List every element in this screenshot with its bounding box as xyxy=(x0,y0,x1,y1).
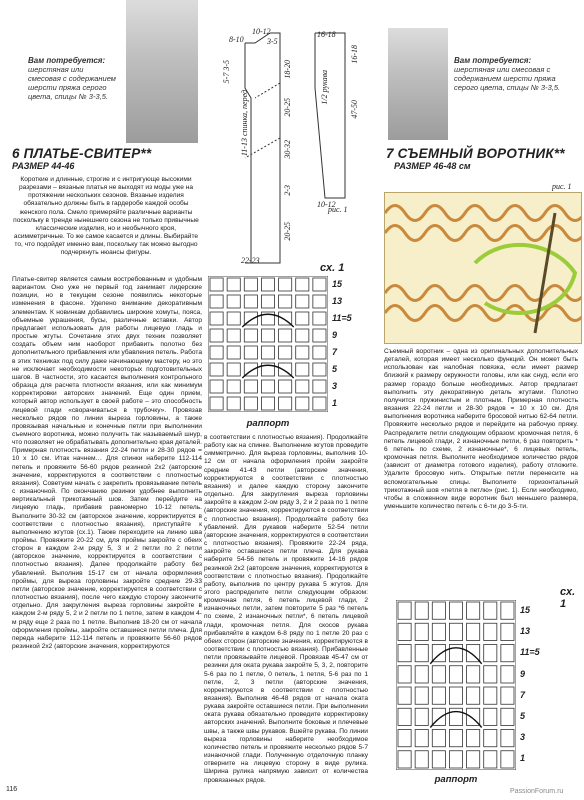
page-number: 116 xyxy=(6,786,18,793)
row-r-11 xyxy=(520,642,540,663)
row-r-5: 5 xyxy=(520,711,526,722)
dress-title: 6 ПЛАТЬЕ-СВИТЕР** xyxy=(12,146,152,161)
collar-size: РАЗМЕР 46-48 см xyxy=(394,161,471,171)
collar-photo xyxy=(388,28,448,140)
figure-label-right: рис. 1 xyxy=(552,182,572,191)
chart-left xyxy=(208,276,328,412)
row-3: 3 xyxy=(332,381,338,391)
chart-left-rows xyxy=(332,276,352,412)
dim-top-left: 8-10 xyxy=(229,35,244,44)
body-text-right: Съемный воротник – одна из оригинальных дополнительных деталей, которая имеет несколько функций. Он может быть использован как налобная повязка, если имеет размер близкий к размеру окружности головы, или как снуд, если его размер гораздо больше необходимых. Автор предлагает выполнить эту декоративную деталь жгутами. Полотно получится пружинистым и плотным. Примерная плотность вязания 22-24 петли и 28-30 рядов = 10 х 10 см. Для выполнения воротника наберите бросовой нитью 62-64 петли. Провяжите несколько рядов и перейдите на рабочую пряжу. Распределите петли следующим образом: кромочная петля, 6 петель лицевой глади, 2 изнаночные петли, 6 раз повторить * 6 петель по схеме, 2 изнаночные*, 6 лицевых петель, кромочная петля. Выполните необходимое количество рядов (зависит от диаметра готового изделия), работу отложите. Удалите бросовую нить. Открытые петли перенесите на вспомогательные спицы. Выполните горизонтальный трикотажный шов «петля в петлю» (рис. 1). Если необходимо, чтобы в сложенном виде воротник был меньшего размера, уменьшите количество петель с 6-ти до 3-5-ти. xyxy=(384,348,578,510)
row-r-9: 9 xyxy=(520,668,526,679)
chart-right-label: сх. 1 xyxy=(560,586,576,610)
materials-right xyxy=(454,56,578,92)
knitting-stitch-figure xyxy=(384,192,582,344)
rapport-left: раппорт xyxy=(246,418,290,429)
dim-col6: 20-25 xyxy=(283,222,292,241)
dim-top-mid: 10-12 xyxy=(252,27,271,36)
row-r-7: 7 xyxy=(520,689,526,700)
row-7: 7 xyxy=(332,347,338,357)
stitch-illustration xyxy=(385,193,581,343)
dim-bottom: 22-23 xyxy=(241,256,260,265)
materials-left xyxy=(28,56,118,101)
materials-right-text: шерстяная или смесовая с содержанием шерсти пряжа серого цвета, спицы № 3-3,5. xyxy=(454,65,561,92)
row-15: 15 xyxy=(332,279,343,289)
intro-text: Короткие и длинные, строгие и с интригующе высокими разрезами – вязаные платья не выходят из моды уже на протяжении нескольких сезонов. Вязаные изделия обязательно должны быть в гардеробе каждой особы женского пола. Смело примеряйте различные варианты поскольку в тренде нынешнего сезона не только привычные классические изделия, но и необычного кроя, асимметричные. То же самое касается и длины. Выбирайте то, что подойдет именно вам, поскольку так можно выгодно подчеркнуть нюансы фигуры. xyxy=(13,176,199,257)
row-equals: =5 xyxy=(341,313,352,323)
chart-right xyxy=(396,600,516,770)
mid-text: в соответствии с плотностью вязания). Продолжайте работу как на спинке. Выполнение жгутов проведите симметрично. Для выреза горловины, выполнив 10-12 см от начала оформления пройм закройте средние 41-43 петли (авторские значения, корректируются в соответствии с плотностью вязания) и далее каждую сторону закончите отдельно. Для закругления выреза горловины закройте в каждом 2-ом ряду 3, 2 и 2 раза по 1 петле (авторские значения, корректируются в соответствии с плотностью вязания). Продолжайте работу без убавлений. Для рукавов наберите 52-54 петли (авторские значения, корректируются в соответствии с плотностью вязания). Провяжите 22-24 ряда, закройте оставшиеся петли плеча. Для рукава наберите 54-56 петель и провяжите 14-16 рядов резинкой 2х2 (авторские значения, корректируются в соответствии с плотностью вязания). Продолжайте работу, выполнив по центру рукава 5 жгутов. Для этого распределите петли следующим образом: кромочная петля, 6 петель лицевой глади, 2 изнаночных петли, затем повторите 5 раз *6 петель по схеме, 2 изнаночных петли*, 6 петель лицевой глади, кромочная петля. Для скосов рукава прибавляйте в каждом 6-8 ряду по 1 петле 20 раз с обеих сторон (авторские значения, корректируются в соответствии с плотностью вязания). Прибавленные петли провязывайте лицевой. Провязав 45-47 см от резинки для оката рукава закройте 5, 3, 2, повторите 5-6 раз по 1 петле, 0 петель, 1 петля, 5-6 раз по 1 петле, 2, 3 петли (авторские значения, корректируются в соответствии с плотностью вязания). Выполнив 46-48 рядов от начала оката рукава закройте оставшиеся петли. При выполнении оката рукава обязательно проведите корректировку авторских значений. Выполните боковые и плечевые швы, а также швы рукавов. Вшейте рукава. По линии выреза горловины наберите необходимое количество петель и провяжите несколько рядов 5-7 изнаночной глади. Полученную отделочную планку отверните на лицевую сторону в виде рулика. Ширина рулика напрямую зависит от количества провязанных рядов. xyxy=(204,434,368,784)
row-5: 5 xyxy=(332,364,338,374)
collar-title: 7 СЪЕМНЫЙ ВОРОТНИК** xyxy=(386,146,565,161)
row-r-11-num: 11 xyxy=(520,647,530,658)
sleeve-pattern-drawing xyxy=(305,28,355,208)
materials-left-heading: Вам потребуется: xyxy=(28,56,106,65)
dim-left-side: 5-7 3-5 xyxy=(222,60,231,84)
dim-col2: 18-20 xyxy=(283,60,292,79)
chart-left-label: сх. 1 xyxy=(320,262,345,274)
sleeve-top: 16-18 xyxy=(317,30,336,39)
sleeve-bottom: 10-12 xyxy=(317,200,336,209)
row-11 xyxy=(332,310,352,327)
materials-right-heading: Вам потребуется: xyxy=(454,56,532,65)
dim-top-right: 3-5 xyxy=(267,37,278,46)
dress-size: РАЗМЕР 44-46 xyxy=(12,161,75,171)
row-13: 13 xyxy=(332,296,343,306)
dim-col5: 2-3 xyxy=(283,185,292,196)
row-r-equals: =5 xyxy=(529,647,540,658)
row-r-15: 15 xyxy=(520,605,531,615)
dim-col4: 30-32 xyxy=(283,140,292,159)
figure-label-left: рис. 1 xyxy=(328,205,348,214)
row-11-num: 11 xyxy=(332,313,342,323)
dim-col3: 20-25 xyxy=(283,98,292,117)
chart-right-grid xyxy=(396,600,516,770)
chart-left-grid xyxy=(208,276,328,412)
row-r-13: 13 xyxy=(520,626,531,637)
row-1: 1 xyxy=(332,398,338,408)
site-watermark: PassionForum.ru xyxy=(510,788,564,795)
body-text-left: Платье-свитер является самым востребованным и удобным вариантом. Оно уже не первый год занимает лидерские позиции, но в текущем сезоне появились некоторые изменения в фасоне. Уделено внимание декоративным элементам. К новинкам добавились широкие хомуты, пояса, объемные украшения, бусы, различные вставки. Автор предлагает использовать для работы лицевую гладь и простые жгуты. Сочетание этих двух техник позволяет создать объем ним наоборот прибавить полотно без дополнительного прибавления или убавления петель. Работа в этих техниках под силу даже начинающему мастеру, но это не исключает необходимости некоторых подготовительных шагов. В частности, это касается выполнения контрольного образца для расчета плотности вязания, или как минимум корректировки авторских значений. Еще один прием, который автор использует в своей работе – это способность лицевой глади «сворачиваться в трубочку». Провязав несколько рядов по линии выреза горловины, а также провязывая начальные и конечные петли при выполнении съемного воротника, можно получить так называемый шнур, что позволяет не обрабатывать дополнительно края деталей. Примерная плотность вязания 22-24 петли и 28-30 рядов = 10 х 10 см. Итак начнем… Для спинки наберите 112-114 петель и провяжите 56-60 рядов резинкой 2х2 (авторские значение, корректируются в соответствии с плотностью вязания). Советуем начать с закрепить провязывание петель с изнаночной. По окончанию резинки удобнее выполнить вертикальный трикотажный шов. Затем перейдите на лицевую гладь, прибавив равномерно 10-12 петель. Выполните 30-32 см (авторское значение, корректируется в соответствии с плотностью вязания), приступайте к выполнению жгутов (сх.1). Также переходите на линию шва проймы. Провяжите 20-22 см, для проймы закройте с обеих сторон в каждом 2-м ряду 5, 3 и 2 петли по 2 петли (авторское значение, корректируется в соответствии с плотностью вязания). Далее продолжайте работу без убавлений. Выполнив 15-17 см от начала оформления проймы, для выреза горловины закройте средние 29-33 петли (авторское значение, корректируется в соответствии с плотностью вязания), после чего каждую сторону закончите отдельно. Для закругления выреза горловины закройте в каждом 2-м ряду 5, 2 и 2 петли по 1 петле, затем в каждом 4-м ряду еще 2 раза по 1 петле. Выполнив 18-20 см от начала оформления проймы, закройте оставшиеся петли плеча. Для переда наберите 112-114 петель и провяжите 56-60 рядов резинкой 2х2 (авторские значения, корректируются xyxy=(12,276,202,651)
materials-left-text: шерстяная или смесовая с содержанием шерсти пряжа серого цвета, спицы № 3-3,5. xyxy=(28,65,116,101)
dress-photo xyxy=(126,0,198,143)
dim-col1: 11-13 спинка, перед xyxy=(240,90,249,157)
chart-right-rows xyxy=(520,600,540,770)
sleeve-side-top: 16-18 xyxy=(350,45,359,64)
sleeve-label: 1/2 рукава xyxy=(320,70,329,105)
rapport-right: раппорт xyxy=(434,774,478,785)
row-r-1: 1 xyxy=(520,753,526,764)
sleeve-side-mid: 47-50 xyxy=(350,100,359,119)
row-r-3: 3 xyxy=(520,732,526,743)
row-9: 9 xyxy=(332,330,338,340)
